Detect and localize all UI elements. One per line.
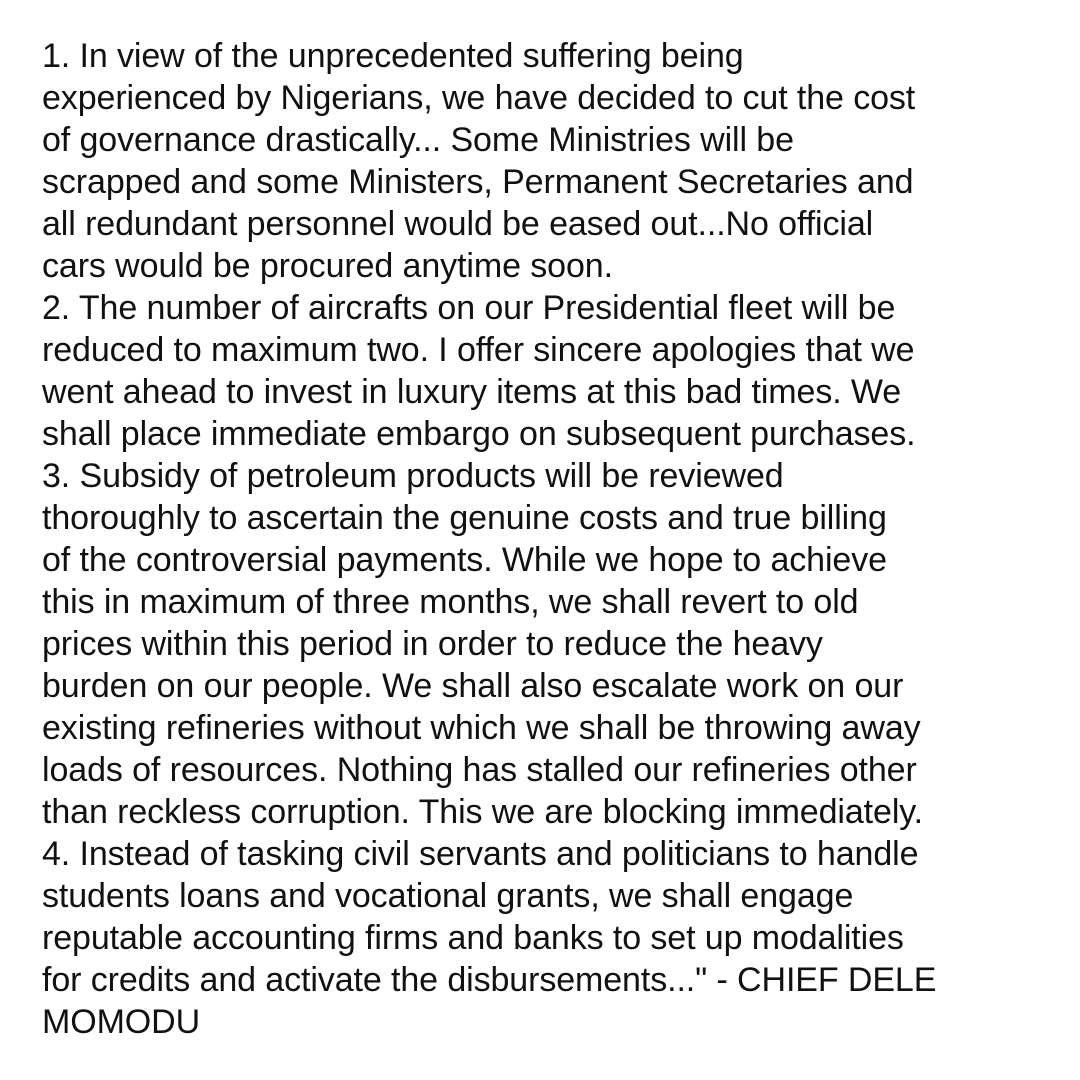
text-line: this in maximum of three months, we shall revert to old bbox=[42, 583, 859, 621]
text-line: than reckless corruption. This we are blocking immediately. bbox=[42, 793, 924, 831]
statement-text bbox=[42, 35, 1052, 1043]
text-line: burden on our people. We shall also escalate work on our bbox=[42, 667, 904, 705]
text-line: 3. Subsidy of petroleum products will be reviewed bbox=[42, 457, 784, 495]
text-line: scrapped and some Ministers, Permanent Secretaries and bbox=[42, 163, 914, 201]
text-line: of governance drastically... Some Ministries will be bbox=[42, 121, 794, 159]
text-line: reduced to maximum two. I offer sincere apologies that we bbox=[42, 331, 915, 369]
text-line: 1. In view of the unprecedented suffering being bbox=[42, 37, 744, 75]
text-line: MOMODU bbox=[42, 1003, 201, 1041]
text-line: all redundant personnel would be eased out...No official bbox=[42, 205, 874, 243]
text-line: students loans and vocational grants, we shall engage bbox=[42, 877, 854, 915]
text-line: shall place immediate embargo on subsequent purchases. bbox=[42, 415, 916, 453]
text-line: went ahead to invest in luxury items at this bad times. We bbox=[42, 373, 902, 411]
text-line: cars would be procured anytime soon. bbox=[42, 247, 613, 285]
text-line: thoroughly to ascertain the genuine costs and true billing bbox=[42, 499, 887, 537]
text-line: of the controversial payments. While we hope to achieve bbox=[42, 541, 887, 579]
text-line: existing refineries without which we shall be throwing away bbox=[42, 709, 921, 747]
text-line: prices within this period in order to reduce the heavy bbox=[42, 625, 823, 663]
text-line: 4. Instead of tasking civil servants and politicians to handle bbox=[42, 835, 919, 873]
text-line: for credits and activate the disbursements..." - CHIEF DELE bbox=[42, 961, 937, 999]
text-line: reputable accounting firms and banks to set up modalities bbox=[42, 919, 904, 957]
text-line: experienced by Nigerians, we have decided to cut the cost bbox=[42, 79, 916, 117]
text-line: 2. The number of aircrafts on our Presidential fleet will be bbox=[42, 289, 896, 327]
text-line: loads of resources. Nothing has stalled our refineries other bbox=[42, 751, 917, 789]
